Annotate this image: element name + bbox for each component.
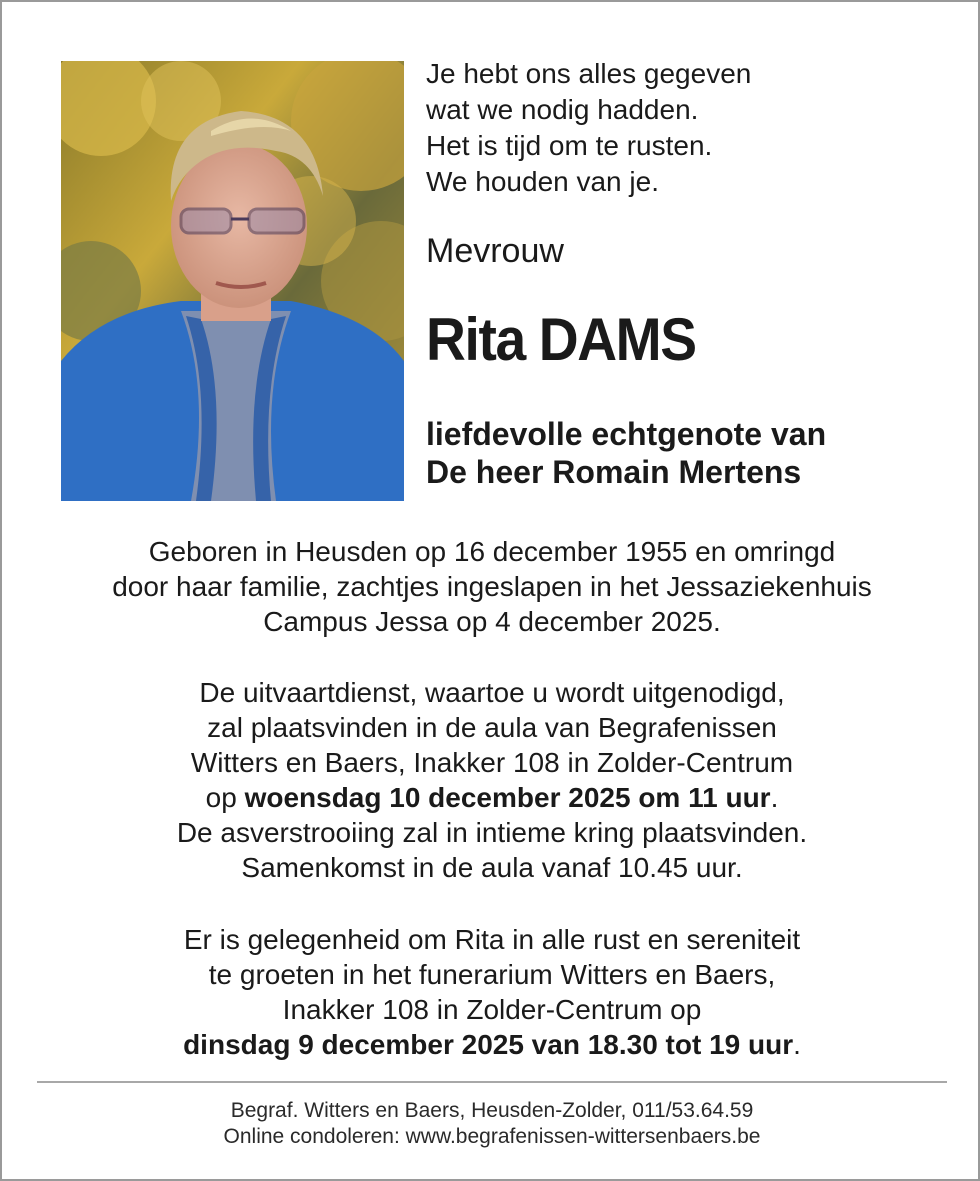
divider bbox=[37, 1081, 947, 1083]
text-prefix: op bbox=[205, 782, 245, 813]
poem bbox=[426, 56, 751, 200]
deceased-name: Rita DAMS bbox=[426, 306, 696, 373]
service-date-line bbox=[32, 780, 952, 815]
poem-line: Het is tijd om te rusten. bbox=[426, 130, 713, 161]
service-paragraph bbox=[32, 675, 952, 885]
visitation-date: dinsdag 9 december 2025 van 18.30 tot 19 uur bbox=[183, 1029, 794, 1060]
paragraph-line: De uitvaartdienst, waartoe u wordt uitgenodigd, bbox=[199, 677, 785, 708]
footer bbox=[32, 1098, 952, 1150]
visitation-paragraph bbox=[32, 922, 952, 1062]
footer-condolence-link[interactable]: Online condoleren: www.begrafenissen-wittersenbaers.be bbox=[223, 1125, 761, 1148]
service-date: woensdag 10 december 2025 om 11 uur bbox=[244, 782, 771, 813]
spouse-info bbox=[426, 415, 826, 491]
paragraph-line: Campus Jessa op 4 december 2025. bbox=[263, 606, 721, 637]
footer-contact: Begraf. Witters en Baers, Heusden-Zolder, 011/53.64.59 bbox=[230, 1099, 754, 1122]
paragraph-line: door haar familie, zachtjes ingeslapen in het Jessaziekenhuis bbox=[112, 571, 872, 602]
portrait-photo bbox=[61, 61, 404, 501]
paragraph-line: Inakker 108 in Zolder-Centrum op bbox=[282, 994, 702, 1025]
poem-line: We houden van je. bbox=[426, 166, 659, 197]
paragraph-line: Witters en Baers, Inakker 108 in Zolder-Centrum bbox=[190, 747, 794, 778]
spouse-line: liefdevolle echtgenote van bbox=[426, 416, 827, 452]
paragraph-line: te groeten in het funerarium Witters en Baers, bbox=[208, 959, 776, 990]
paragraph-line: zal plaatsvinden in de aula van Begrafenissen bbox=[207, 712, 777, 743]
text-suffix: . bbox=[793, 1029, 801, 1060]
visitation-date-line bbox=[32, 1027, 952, 1062]
paragraph-line: Er is gelegenheid om Rita in alle rust en sereniteit bbox=[183, 924, 801, 955]
birth-paragraph bbox=[32, 534, 952, 639]
salutation: Mevrouw bbox=[426, 232, 564, 270]
paragraph-line: Geboren in Heusden op 16 december 1955 en omringd bbox=[148, 536, 836, 567]
spouse-line: De heer Romain Mertens bbox=[426, 454, 802, 490]
portrait-illustration bbox=[61, 61, 404, 501]
poem-line: wat we nodig hadden. bbox=[426, 94, 699, 125]
text-suffix: . bbox=[770, 782, 779, 813]
paragraph-line: Samenkomst in de aula vanaf 10.45 uur. bbox=[241, 852, 743, 883]
paragraph-line: De asverstrooiing zal in intieme kring plaatsvinden. bbox=[176, 817, 808, 848]
poem-line: Je hebt ons alles gegeven bbox=[426, 58, 752, 89]
